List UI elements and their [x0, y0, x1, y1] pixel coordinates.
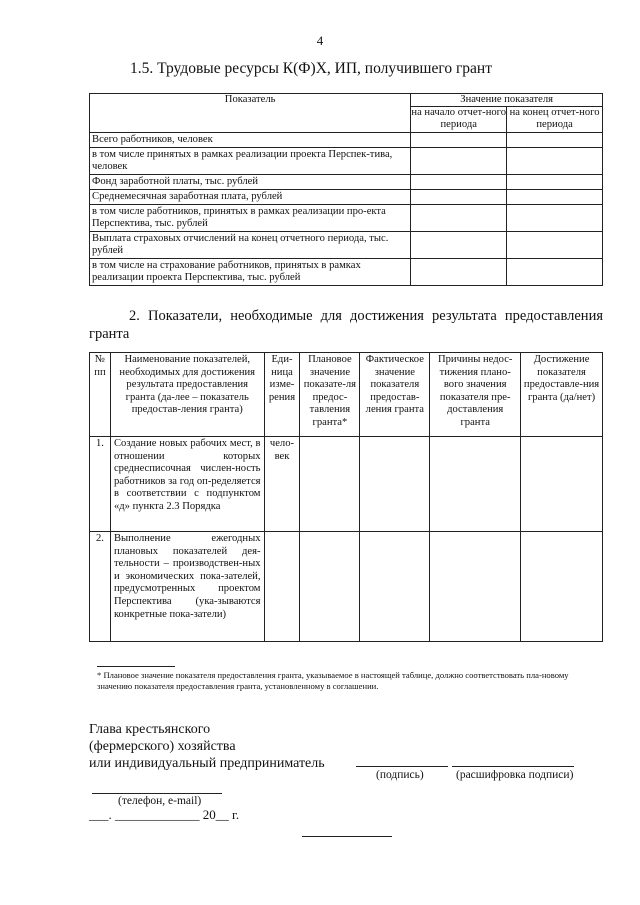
decode-caption: (расшифровка подписи): [456, 769, 574, 781]
table-row-label: в том числе на страхование работников, принятых в рамках реализации проекта Перспектива, тыс. рублей: [90, 259, 411, 286]
table-cell: [411, 175, 507, 190]
table-cell: [507, 133, 603, 148]
table-row-label: Выплата страховых отчислений на конец отчетного периода, тыс. рублей: [90, 232, 411, 259]
signature-line-3: или индивидуальный предприниматель: [89, 756, 325, 771]
header-num: № пп: [90, 353, 111, 437]
table-cell: [521, 532, 603, 642]
seal-underline: [302, 836, 392, 837]
header-name: Наименование показателей, необходимых для достижения результата предоставления гранта (да-лее – показатель предостав-ления гранта): [110, 353, 264, 437]
table-cell: [300, 437, 360, 532]
signature-line-2: (фермерского) хозяйства: [89, 739, 236, 754]
header-reasons: Причины недос-тижения плано-вого значения показателя пре-доставления гранта: [430, 353, 521, 437]
row-number: 2.: [90, 532, 111, 642]
labor-resources-table: [89, 93, 603, 286]
table-row-label: Фонд заработной платы, тыс. рублей: [90, 175, 411, 190]
indicator-name: Выполнение ежегодных плановых показателей дея-тельности – производствен-ных и экономических пока-зателей, предусмотренных проектом Перспектива (ука-зываются конкретные пока-затели): [110, 532, 264, 642]
table-cell: [507, 190, 603, 205]
indicator-unit: чело-век: [264, 437, 300, 532]
signature-line-1: Глава крестьянского: [89, 722, 211, 737]
row-number: 1.: [90, 437, 111, 532]
indicator-unit: [264, 532, 300, 642]
table-cell: [507, 148, 603, 175]
decode-underline: [452, 766, 574, 767]
date-line: ___. _____________ 20__ г.: [89, 807, 240, 822]
table-row-label: Среднемесячная заработная плата, рублей: [90, 190, 411, 205]
table-cell: [411, 259, 507, 286]
header-planned: Плановое значение показате-ля предос-тавления гранта*: [300, 353, 360, 437]
table-row-label: в том числе работников, принятых в рамках реализации про-екта Перспектива, тыс. рублей: [90, 205, 411, 232]
header-unit: Еди-ница изме-рения: [264, 353, 300, 437]
table-cell: [507, 175, 603, 190]
table-cell: [430, 532, 521, 642]
footnote-separator: [97, 666, 175, 667]
header-achieved: Достижение показателя предоставле-ния гранта (да/нет): [521, 353, 603, 437]
table-cell: [521, 437, 603, 532]
footnote: * Плановое значение показателя предоставления гранта, указываемое в настоящей таблице, должно соответствовать пла-новому значению показателя предоставления гранта, установленному в соглашении.: [97, 670, 569, 691]
table-cell: [360, 437, 430, 532]
table-cell: [507, 259, 603, 286]
indicators-table: [89, 352, 603, 642]
table-cell: [300, 532, 360, 642]
page-number: 4: [316, 33, 324, 48]
table-cell: [411, 232, 507, 259]
table-row-label: Всего работников, человек: [90, 133, 411, 148]
phone-underline: [92, 793, 222, 794]
indicator-name: Создание новых рабочих мест, в отношении которых среднесписочная числен-ность работников за год оп-ределяется в соответствии с подпунктом «д» пункта 2.3 Порядка: [110, 437, 264, 532]
header-end: на конец отчет-ного периода: [507, 107, 603, 133]
header-indicator: Показатель: [90, 94, 411, 133]
header-start: на начало отчет-ного периода: [411, 107, 507, 133]
table-cell: [430, 437, 521, 532]
phone-caption: (телефон, e-mail): [118, 795, 202, 807]
table-cell: [411, 148, 507, 175]
header-actual: Фактическое значение показателя предостав-ления гранта: [360, 353, 430, 437]
table-cell: [507, 205, 603, 232]
sign-caption: (подпись): [376, 769, 424, 781]
table-cell: [360, 532, 430, 642]
header-value: Значение показателя: [411, 94, 603, 107]
table-cell: [411, 133, 507, 148]
table-cell: [411, 190, 507, 205]
table-cell: [507, 232, 603, 259]
signature-block: [89, 721, 325, 772]
section-1-5-title: 1.5. Трудовые ресурсы К(Ф)Х, ИП, получившего грант: [130, 60, 492, 77]
signature-underline: [356, 766, 448, 767]
table-row-label: в том числе принятых в рамках реализации проекта Перспек-тива, человек: [90, 148, 411, 175]
table-cell: [411, 205, 507, 232]
section-2-title: 2. Показатели, необходимые для достижения результата предоставления гранта: [89, 308, 603, 342]
